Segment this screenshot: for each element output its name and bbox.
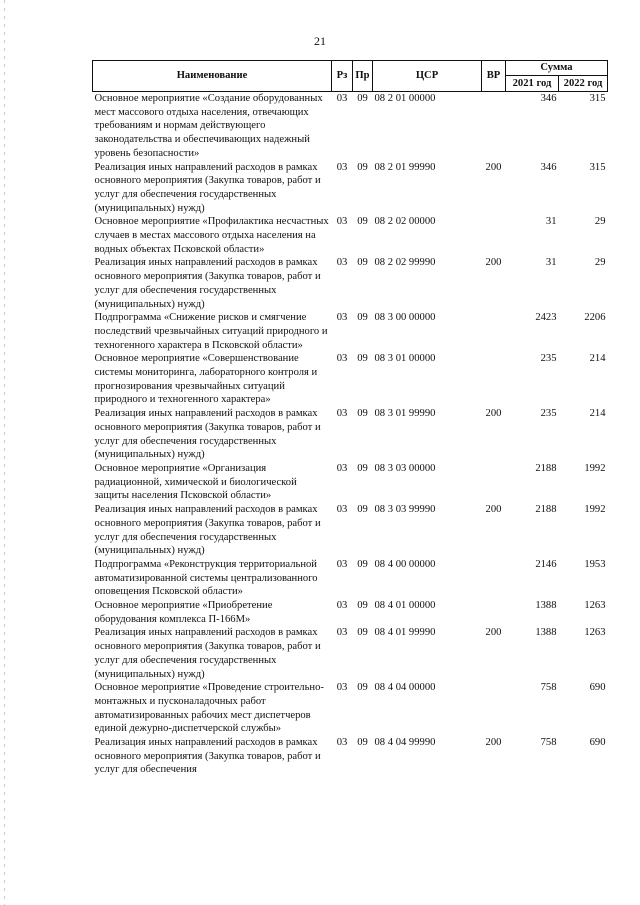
cell-vr [482,311,506,352]
cell-name: Реализация иных направлений расходов в рамках основного мероприятия (Закупка товаров, работ и услуг для обеспечения государственных (муниципальных) нужд) [94,408,321,461]
cell-csr: 08 3 00 00000 [374,312,436,324]
cell-2021: 235 [540,408,557,420]
cell-name: Основное мероприятие «Организация радиационной, химической и биологической защиты населения Псковской области» [94,462,297,502]
scan-edge [4,0,5,905]
cell-csr: 08 4 01 99990 [374,627,436,639]
cell-rz: 03 [336,161,348,173]
cell-pr: 09 [357,600,368,612]
cell-csr: 08 2 02 99990 [374,257,436,269]
cell-2021: 758 [540,682,557,694]
table-row [93,599,608,626]
cell-pr: 09 [357,353,368,365]
header-year-2021: 2021 год [506,76,559,92]
cell-rz: 03 [336,737,348,749]
cell-rz: 03 [336,216,348,228]
cell-pr: 09 [357,408,368,420]
cell-2022: 1992 [584,504,606,516]
cell-2022: 690 [589,737,606,749]
cell-vr [482,599,506,626]
cell-pr: 09 [357,257,368,269]
cell-2021: 31 [545,216,557,228]
cell-2021: 346 [540,161,557,173]
cell-rz: 03 [336,93,348,104]
cell-name: Реализация иных направлений расходов в рамках основного мероприятия (Закупка товаров, работ и услуг для обеспечения государственных (муниципальных) нужд) [94,504,321,557]
header-sum: Сумма [506,61,608,76]
cell-name: Основное мероприятие «Профилактика несчастных случаев в местах массового отдыха населения на водных объектах Псковской области» [94,216,329,255]
table-row [93,161,608,216]
cell-pr: 09 [357,462,368,474]
cell-vr [482,352,506,407]
cell-pr: 09 [357,627,368,639]
budget-table [92,60,608,777]
cell-vr: 200 [485,161,502,173]
table-row [93,626,608,681]
cell-2022: 29 [594,257,606,269]
cell-2021: 2146 [535,558,557,570]
cell-2022: 1992 [584,462,606,474]
header-csr: ЦСР [373,61,482,92]
cell-name: Основное мероприятие «Совершенствование системы мониторинга, лабораторного контроля и прогнозирования чрезвычайных ситуаций природного и техногенного характера» [94,353,318,406]
table-row [93,681,608,736]
cell-rz: 03 [336,504,348,516]
table-row [93,311,608,352]
cell-csr: 08 3 03 99990 [374,504,436,516]
cell-rz: 03 [336,408,348,420]
table-row [93,462,608,503]
cell-2022: 1263 [584,600,606,612]
cell-vr [482,215,506,256]
cell-2021: 235 [540,353,557,365]
page-number: 21 [314,34,326,48]
header-year-2022: 2022 год [559,76,608,92]
cell-name: Реализация иных направлений расходов в рамках основного мероприятия (Закупка товаров, работ и услуг для обеспечения государственных (муниципальных) нужд) [94,627,321,680]
cell-name: Подпрограмма «Снижение рисков и смягчение последствий чрезвычайных ситуаций природного и техногенного характера в Псковской области» [94,312,328,351]
cell-name: Реализация иных направлений расходов в рамках основного мероприятия (Закупка товаров, работ и услуг для обеспечения [94,737,321,776]
cell-vr: 200 [485,627,502,639]
cell-2021: 346 [540,93,557,104]
cell-2021: 1388 [535,600,557,612]
cell-vr [482,681,506,736]
cell-pr: 09 [357,312,368,324]
cell-2021: 31 [545,257,557,269]
cell-2021: 758 [540,737,557,749]
cell-name: Подпрограмма «Реконструкция территориальной автоматизированной системы централизованного оповещения Псковской области» [94,558,318,598]
cell-vr: 200 [485,257,502,269]
cell-rz: 03 [336,353,348,365]
table-row [93,407,608,462]
table-row [93,352,608,407]
table-row [93,736,608,777]
header-rz: Рз [332,61,353,92]
header-vr: ВР [482,61,506,92]
table-row [93,256,608,311]
cell-pr: 09 [357,682,368,694]
cell-rz: 03 [336,558,348,570]
table-row [93,215,608,256]
table-row [93,92,608,161]
cell-vr [482,462,506,503]
cell-csr: 08 4 01 00000 [374,600,436,612]
cell-pr: 09 [357,216,368,228]
cell-rz: 03 [336,682,348,694]
cell-name: Основное мероприятие «Создание оборудованных мест массового отдыха населения, отвечающих требованиям и нормам действующего законодательства и обеспечивающих надежный уровень безопасности» [94,93,323,159]
cell-vr [482,92,506,161]
cell-pr: 09 [357,93,368,104]
cell-rz: 03 [336,312,348,324]
table-row [93,503,608,558]
cell-rz: 03 [336,600,348,612]
cell-rz: 03 [336,627,348,639]
cell-vr [482,558,506,599]
cell-csr: 08 3 01 99990 [374,408,436,420]
cell-csr: 08 4 00 00000 [374,558,436,570]
table-header [93,61,608,92]
cell-csr: 08 2 01 99990 [374,161,436,173]
cell-pr: 09 [357,504,368,516]
cell-2021: 2423 [535,312,557,324]
cell-pr: 09 [357,737,368,749]
cell-2022: 315 [589,161,606,173]
cell-csr: 08 4 04 99990 [374,737,436,749]
cell-pr: 09 [357,558,368,570]
cell-csr: 08 4 04 00000 [374,682,436,694]
cell-csr: 08 2 01 00000 [374,93,436,104]
cell-name: Реализация иных направлений расходов в рамках основного мероприятия (Закупка товаров, работ и услуг для обеспечения государственных (муниципальных) нужд) [94,257,321,310]
cell-csr: 08 2 02 00000 [374,216,436,228]
cell-2022: 29 [594,216,606,228]
cell-csr: 08 3 03 00000 [374,462,436,474]
cell-vr: 200 [485,737,502,749]
cell-2022: 690 [589,682,606,694]
cell-2021: 1388 [535,627,557,639]
cell-2022: 1263 [584,627,606,639]
header-name: Наименование [93,61,332,92]
header-pr: Пр [353,61,373,92]
table-body [93,92,608,778]
cell-vr: 200 [485,504,502,516]
cell-pr: 09 [357,161,368,173]
cell-2021: 2188 [535,504,557,516]
cell-name: Основное мероприятие «Приобретение оборудования комплекса П-166М» [94,600,273,625]
cell-name: Реализация иных направлений расходов в рамках основного мероприятия (Закупка товаров, работ и услуг для обеспечения государственных (муниципальных) нужд) [94,161,321,214]
cell-csr: 08 3 01 00000 [374,353,436,365]
cell-2022: 315 [589,93,606,104]
cell-2022: 214 [589,353,606,365]
cell-2021: 2188 [535,462,557,474]
cell-rz: 03 [336,257,348,269]
cell-2022: 2206 [584,312,606,324]
cell-name: Основное мероприятие «Проведение строительно-монтажных и пусконаладочных работ автоматизированных рабочих мест диспетчеров единой дежурно-диспетчерской службы» [94,682,324,735]
cell-2022: 214 [589,408,606,420]
cell-vr: 200 [485,408,502,420]
cell-2022: 1953 [584,558,606,570]
cell-rz: 03 [336,462,348,474]
table-row [93,558,608,599]
